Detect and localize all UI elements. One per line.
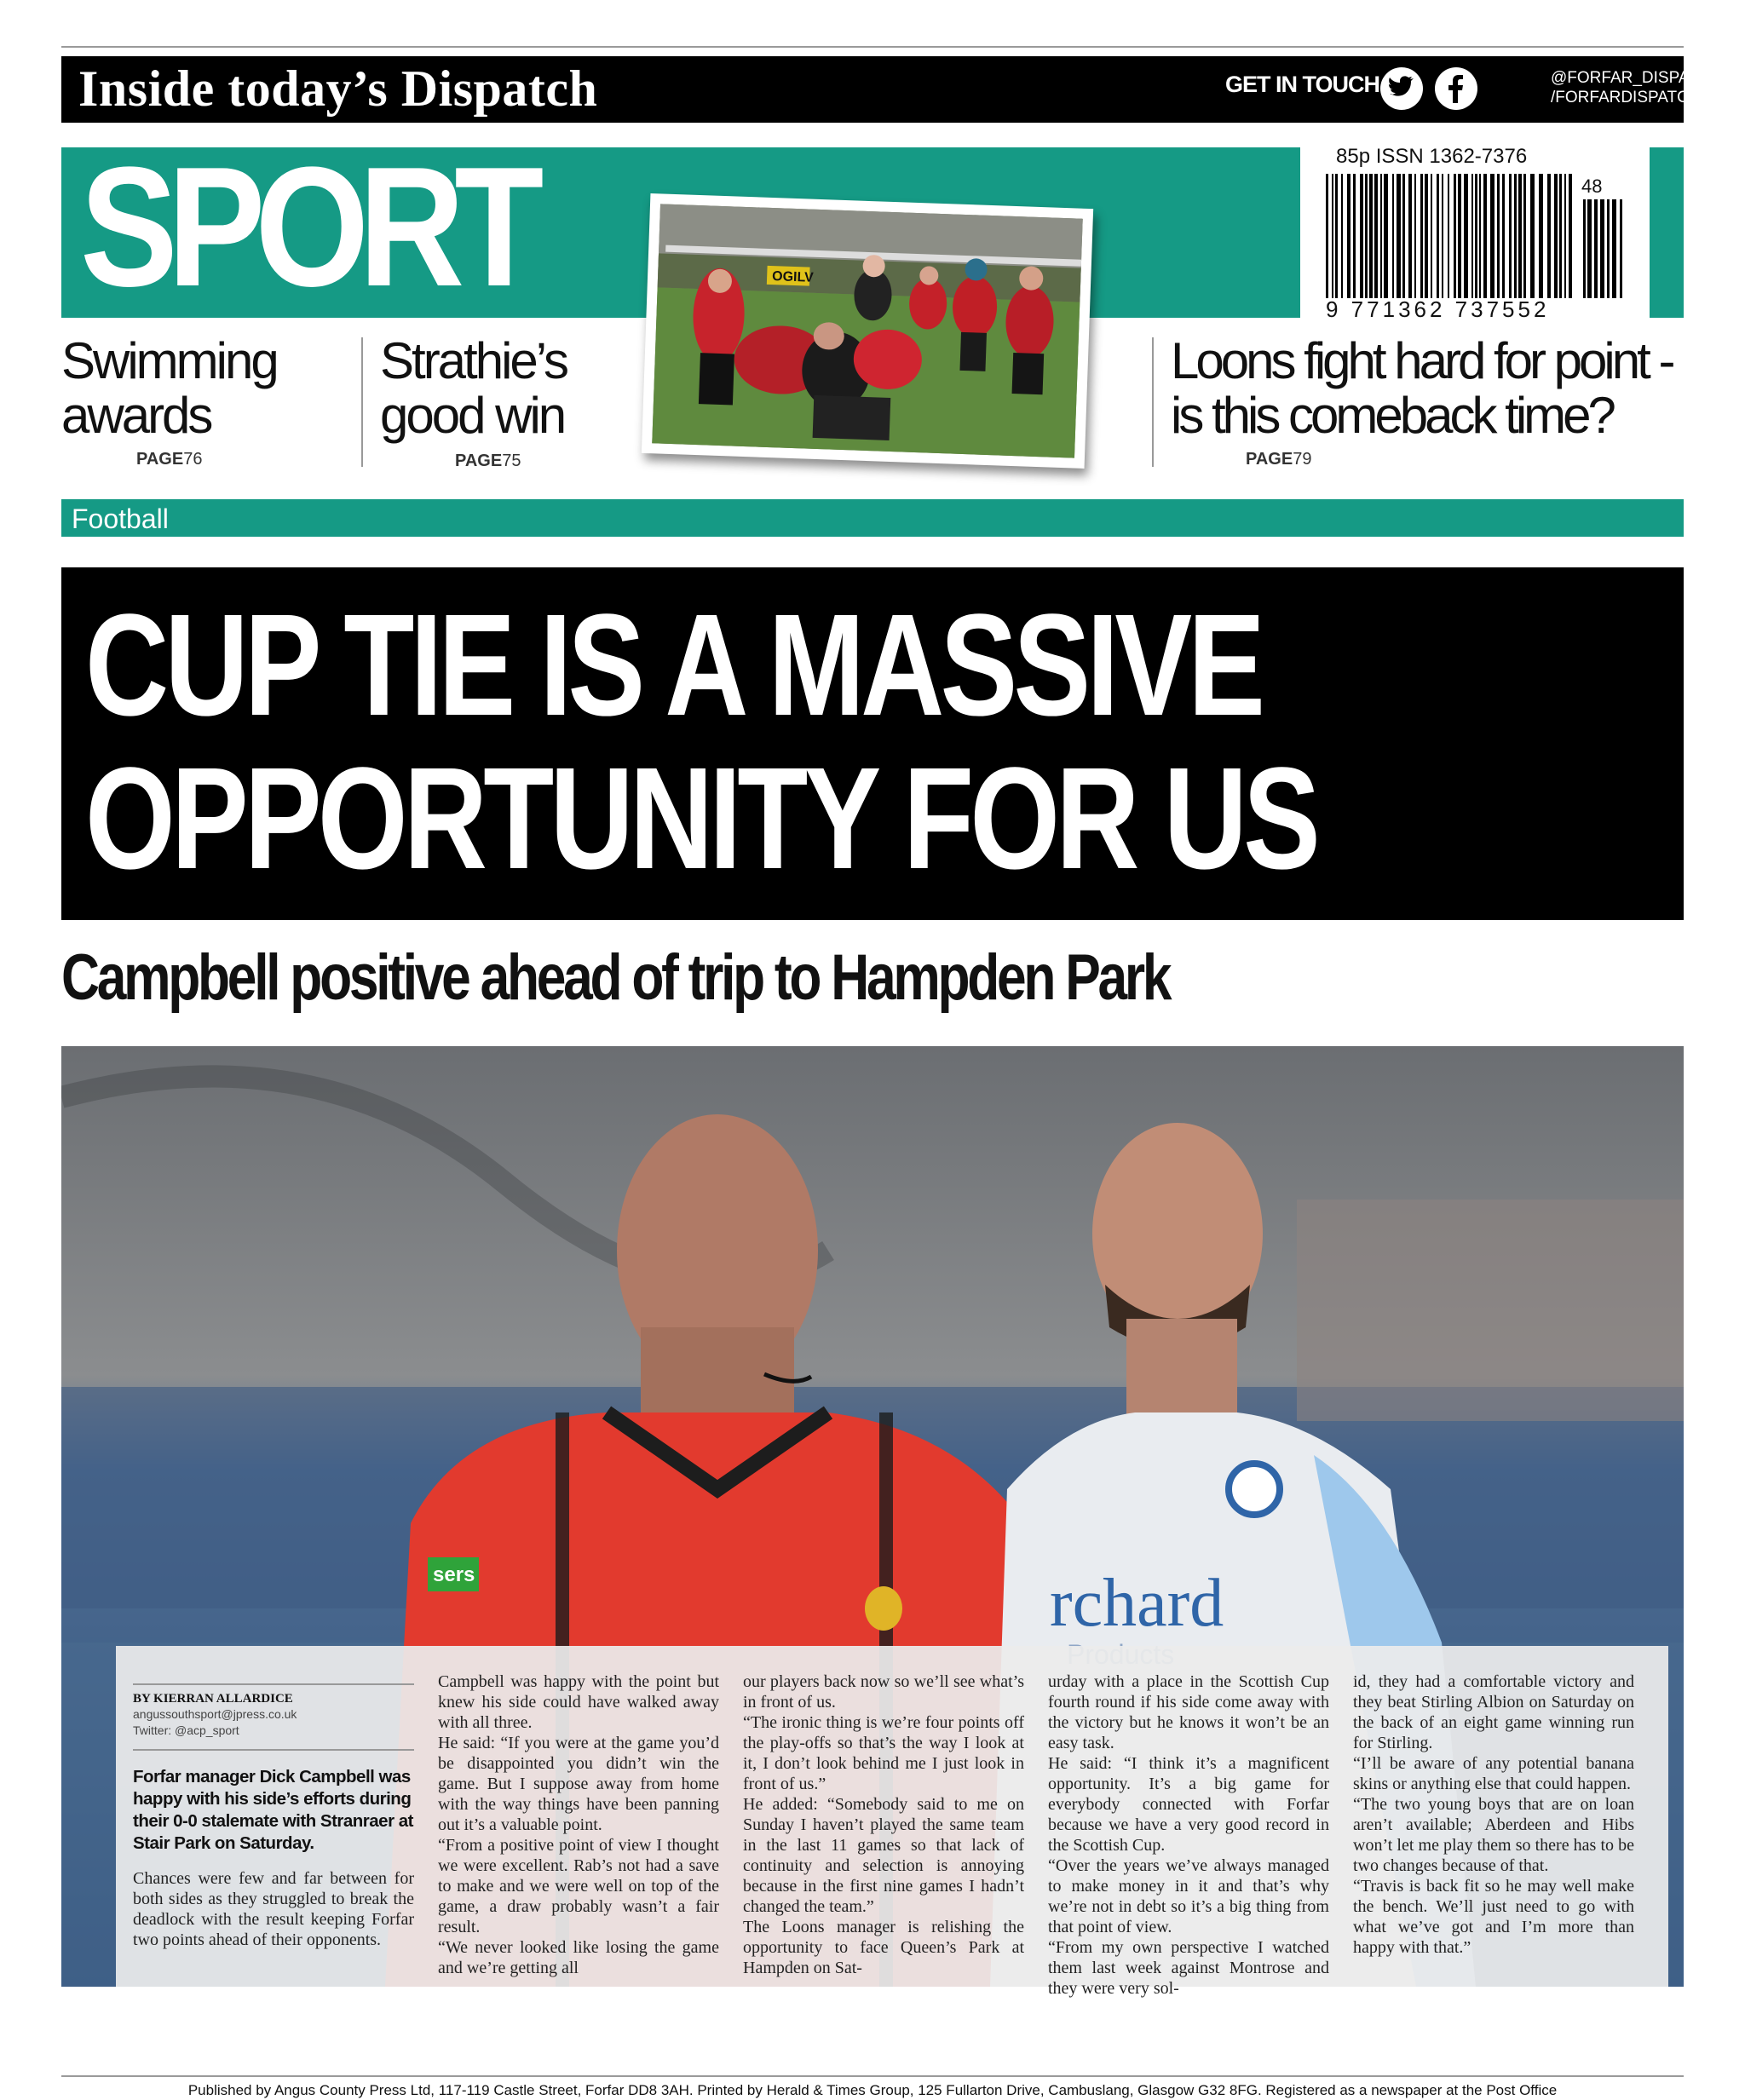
facebook-icon[interactable]: [1435, 67, 1477, 110]
barcode-bar: [1360, 174, 1363, 298]
barcode-bar: [1347, 174, 1351, 298]
facebook-handle[interactable]: /FORFARDISPATCH: [1551, 89, 1701, 106]
barcode-bars: [1326, 174, 1573, 298]
barcode-bar: [1341, 174, 1343, 298]
barcode-bar: [1414, 174, 1416, 298]
byline-block: [133, 1683, 414, 1950]
teaser-page-ref: [136, 450, 202, 469]
twitter-handle[interactable]: @FORFAR_DISPATCH: [1551, 69, 1722, 87]
barcode-bar: [1365, 174, 1368, 298]
top-banner: [61, 56, 1722, 123]
category-label: Football: [72, 503, 169, 534]
barcode-block: [1319, 143, 1641, 324]
barcode-bar: [1554, 174, 1558, 298]
page-number: 75: [502, 452, 521, 470]
page-label: PAGE: [455, 452, 503, 470]
barcode-bar: [1425, 174, 1428, 298]
twitter-icon[interactable]: [1380, 67, 1423, 110]
barcode-bar: [1402, 174, 1405, 298]
barcode-bar: [1483, 174, 1487, 298]
barcode-bar: [1353, 174, 1356, 298]
banner-title: Inside today’s Dispatch: [78, 60, 598, 117]
masthead-accent-strip: [1650, 147, 1684, 318]
teaser-headline-line: good win: [380, 387, 565, 444]
barcode-bar: [1420, 174, 1423, 298]
author-twitter[interactable]: Twitter: @acp_sport: [133, 1723, 414, 1751]
page-number: 79: [1293, 450, 1312, 469]
barcode-bar: [1437, 174, 1439, 298]
barcode-bar: [1569, 174, 1572, 298]
teaser-loons[interactable]: [1171, 334, 1672, 443]
barcode-bar: [1547, 174, 1551, 298]
teaser-swimming[interactable]: [61, 334, 277, 443]
price-issn: 85p ISSN 1362-7376: [1336, 145, 1528, 168]
barcode-bar: [1380, 174, 1382, 298]
barcode-bar: [1514, 174, 1517, 298]
barcode-bar: [1442, 174, 1443, 298]
barcode-digits: 9 771362 737552: [1326, 296, 1550, 322]
barcode-bar: [1464, 174, 1468, 298]
barcode-bar: [1392, 174, 1394, 298]
barcode-bar: [1612, 199, 1616, 298]
barcode-bar: [1490, 174, 1494, 298]
article-column-3: our players back now so we’ll see what’s in front of us. “The ironic thing is we’re four points off the play-offs so that’s the way I look at it, I don’t look behind me I just look in front of us.” He added: “Somebody said to me on Sunday I haven’t played the same team in the last 11 games so that lack of continuity and selection is annoying because in the first nine games I hadn’t changed the team.” The Loons manager is relishing the opportunity to face Queen’s Park at Hampden on Sat-: [743, 1672, 1024, 1977]
barcode-bar: [1587, 199, 1592, 298]
article-column-4: urday with a place in the Scottish Cup fourth round if his side come away with the victory but he knows it won’t be an easy task. He said: “I think it’s a magnificent opportunity. It’s a big game for everybody connected with Forfar because we have a very good record in the Scottish Cup. “Over the years we’ve always managed to make money in it and that’s why we’re not in debt so it’s a big thing from that point of view. “From my own perspective I watched them last week against Montrose and they were very sol-: [1048, 1672, 1329, 1998]
barcode-bar: [1564, 174, 1566, 298]
shirt-sponsor-text: rchard: [1050, 1566, 1224, 1641]
teaser-divider: [1152, 337, 1154, 467]
headline-line-1: CUP TIE IS A MASSIVE: [85, 584, 1262, 746]
barcode-bar: [1607, 199, 1610, 298]
barcode-bar: [1454, 174, 1456, 298]
barcode-bar: [1509, 174, 1512, 298]
page-label: PAGE: [136, 450, 184, 469]
byline-prefix: BY: [133, 1692, 151, 1706]
barcode-bar: [1620, 199, 1622, 298]
publisher-footer: Published by Angus County Press Ltd, 117-119 Castle Street, Forfar DD8 3AH. Printed by Herald & Times Group, 125 Fullarton Drive, Cambuslang, Glasgow G32 8FG. Registered as a newspaper at the Post Office: [187, 2082, 1558, 2098]
barcode-bar: [1559, 174, 1562, 298]
standfirst: Forfar manager Dick Campbell was happy with his side’s efforts during their 0-0 stalemate with Stranraer at Stair Park on Saturday.: [133, 1767, 413, 1853]
rugby-photo-card[interactable]: [642, 193, 1093, 469]
teaser-headline-line: awards: [61, 387, 211, 444]
article-intro: Chances were few and far between for both sides as they struggled to break the deadlock with the result keeping Forfar two points ahead of their opponents.: [133, 1869, 414, 1949]
teaser-headline-line: Swimming: [61, 332, 277, 389]
rugby-photo: [642, 193, 1093, 469]
top-rule: [61, 46, 1684, 48]
rugby-photo-banner-text: OGILV: [771, 269, 815, 285]
barcode-bar: [1497, 174, 1500, 298]
barcode-bar: [1583, 199, 1586, 298]
teaser-headline-line: is this comeback time?: [1171, 387, 1613, 444]
barcode-bar: [1448, 174, 1449, 298]
barcode-bar: [1369, 174, 1373, 298]
social-handles: [1551, 68, 1721, 107]
barcode-bar: [1408, 174, 1412, 298]
author-email[interactable]: angussouthsport@jpress.co.uk: [133, 1707, 297, 1721]
article-panel: [116, 1646, 1668, 1998]
teaser-headline-line: Strathie’s: [380, 332, 567, 389]
barcode-bar: [1479, 174, 1481, 298]
barcode-bar: [1332, 174, 1333, 298]
barcode-bar: [1335, 174, 1338, 298]
teaser-divider: [361, 337, 363, 467]
byline: [133, 1683, 414, 1706]
barcode-bar: [1326, 174, 1328, 298]
article-column-5: id, they had a comfortable victory and they beat Stirling Albion on Saturday on the back of an eight game winning run for Stirling. “I’ll be aware of any potential banana skins or anything else that could happen. “The two young boys that are on loan aren’t available; Aberdeen and Hibs won’t let me play them so there has to be two changes because of that. “Travis is back fit so he may well make the bench. We’ll just need to go with what we’ve got and I’m more than happy with that.”: [1353, 1672, 1634, 1957]
barcode-bar: [1397, 174, 1401, 298]
barcode-addon-bars: [1583, 199, 1629, 298]
barcode-bar: [1384, 174, 1388, 298]
article-column-2: Campbell was happy with the point but knew his side could have walked away with all three. He said: “If you were at the game you’d be disappointed you didn’t win the game. But I suppose away from home with the way things have been panning out it’s a valuable point. “From a positive point of view I thought we were excellent. Rab’s not had a save to make and we were well on top of the game, a draw probably wasn’t a fair result. “We never looked like losing the game and we’re getting all: [438, 1672, 719, 1977]
headline-box: [61, 567, 1684, 920]
footer-rule: [61, 2075, 1684, 2077]
barcode-bar: [1539, 174, 1543, 298]
issue-number: 48: [1581, 175, 1603, 197]
teaser-page-ref: [1246, 450, 1311, 469]
teaser-strathie[interactable]: [380, 334, 567, 443]
barcode-bar: [1518, 174, 1522, 298]
sleeve-sponsor-text: sers: [433, 1563, 475, 1586]
section-title: SPORT: [80, 132, 534, 322]
barcode-bar: [1471, 174, 1473, 298]
page-number: 76: [183, 450, 203, 469]
headline-line-2: OPPORTUNITY FOR US: [85, 738, 1316, 900]
teaser-headline-line: Loons fight hard for point -: [1171, 332, 1673, 389]
barcode-bar: [1374, 174, 1378, 298]
barcode-bar: [1594, 199, 1598, 298]
author-name: KIERRAN ALLARDICE: [153, 1692, 293, 1706]
subheadline: Campbell positive ahead of trip to Hampden Park: [61, 941, 1170, 1014]
category-bar: [61, 499, 1684, 537]
barcode-bar: [1523, 174, 1526, 298]
barcode-bar: [1458, 174, 1461, 298]
page-label: PAGE: [1246, 450, 1293, 469]
barcode-bar: [1431, 174, 1432, 298]
get-in-touch-label: GET IN TOUCH: [1225, 72, 1380, 97]
barcode-bar: [1475, 174, 1477, 298]
barcode-bar: [1530, 174, 1535, 298]
teaser-page-ref: [455, 452, 521, 471]
barcode-bar: [1502, 174, 1505, 298]
barcode-bar: [1600, 199, 1604, 298]
